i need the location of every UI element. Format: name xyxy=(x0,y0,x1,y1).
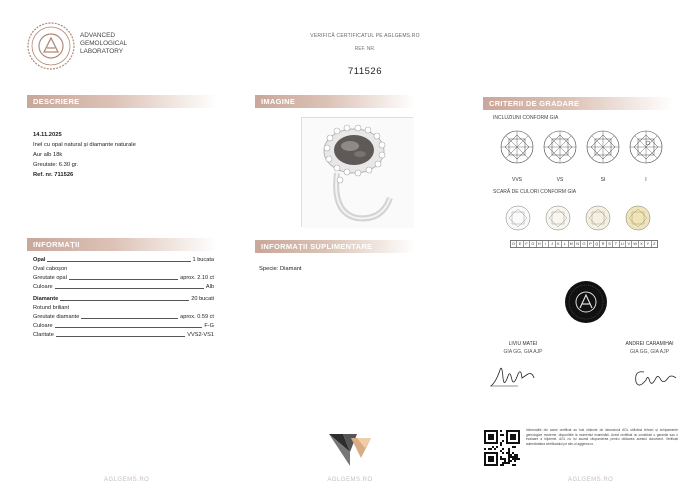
info-diamond-title: Diamante xyxy=(33,296,59,302)
verify-text[interactable]: VERIFICĂ CERTIFICATUL PE AGLGEMS.RO xyxy=(310,33,420,39)
color-scale-cell: F xyxy=(524,241,530,247)
info-opal-cut-row xyxy=(33,266,214,272)
description-line1: Inel cu opal natural și diamante naturale xyxy=(33,142,136,148)
color-scale-cell: Z xyxy=(653,242,656,246)
lab-name: ADVANCED GEMOLOGICAL LABORATORY xyxy=(80,32,128,55)
footer-website-right[interactable]: AGLGEMS.RO xyxy=(568,477,614,483)
color-scale-cell: U xyxy=(620,241,626,247)
description-line2: Aur alb 18k xyxy=(33,152,63,158)
info-opal-title-row xyxy=(33,257,214,263)
color-scale-cell: M xyxy=(569,241,575,247)
description-ref: Ref. nr. 711526 xyxy=(33,172,74,178)
qr-code[interactable] xyxy=(484,430,520,466)
info-diamond-count: 20 bucati xyxy=(191,296,214,302)
color-scale-cell: Y xyxy=(645,241,651,247)
color-scale-cell: G xyxy=(530,241,536,247)
info-diamond-weight-row xyxy=(33,314,214,320)
color-scale-cell: O xyxy=(581,241,587,247)
signature-name-2: ANDREI CARAMIHAI xyxy=(625,341,674,347)
color-scale-cell: X xyxy=(639,241,645,247)
color-scale-cell: N xyxy=(575,241,581,247)
signature-title-1: GIA GG, GIA AJP xyxy=(503,349,543,355)
signature-name-1: LIVIU MATEI xyxy=(508,341,538,347)
color-scale-cell: E xyxy=(517,241,523,247)
info-opal-color-label: Culoare xyxy=(33,284,53,290)
signature-scribble-2 xyxy=(630,362,680,390)
color-scale-cell: W xyxy=(633,242,637,246)
info-opal-weight-row xyxy=(33,275,214,281)
info-opal-color: Alb xyxy=(205,284,214,290)
clarity-label-vs: VS xyxy=(556,177,564,183)
color-scale-title: SCARĂ DE CULORI CONFORM GIA xyxy=(493,189,577,195)
color-scale-cell: T xyxy=(613,241,619,247)
section-imagine: IMAGINE xyxy=(255,95,415,108)
description-block xyxy=(33,130,136,180)
clarity-label-si: SI xyxy=(600,177,606,183)
description-line3: Greutate: 6.30 gr. xyxy=(33,162,79,168)
info-diamond-clarity-label: Claritate xyxy=(33,332,54,338)
info-diamond-color-label: Culoare xyxy=(33,323,53,329)
clarity-label-i: I xyxy=(645,177,647,183)
info-diamond-clarity: VVS2-VS1 xyxy=(187,332,214,338)
color-scale-cell: S xyxy=(607,241,613,247)
info-diamond-clarity-row xyxy=(33,332,214,338)
section-informatii: INFORMAȚII xyxy=(27,238,217,251)
info-diamond-weight-label: Greutate diamante xyxy=(33,314,80,320)
color-scale-cell: H xyxy=(537,241,543,247)
signature-scribble-1 xyxy=(488,360,548,390)
color-scale-cell: L xyxy=(562,241,568,247)
color-scale-cell: I xyxy=(543,241,549,247)
section-descriere: DESCRIERE xyxy=(27,95,217,108)
lab-seal-logo xyxy=(27,22,75,70)
info-opal-count: 1 bucata xyxy=(192,257,214,263)
footer-website-left[interactable]: AGLGEMS.RO xyxy=(104,477,150,483)
ring-image xyxy=(301,117,413,227)
info-opal-weight-label: Greutate opal xyxy=(33,275,67,281)
color-scale-bar xyxy=(510,240,658,248)
clarity-label-vvs: VVS xyxy=(511,177,522,183)
color-scale-cell: R xyxy=(600,241,606,247)
ref-label: REF. NR. xyxy=(354,46,376,52)
supplementary-specie: Specie: Diamant xyxy=(259,266,302,272)
lab-black-seal xyxy=(564,280,608,324)
info-opal-title: Opal xyxy=(33,257,46,263)
info-diamond-cut-row xyxy=(33,305,214,311)
info-opal-weight: aprox. 2.10 ct xyxy=(180,275,214,281)
section-informatii-suplimentare: INFORMAȚII SUPLIMENTARE xyxy=(255,240,415,253)
color-scale-cell: D xyxy=(511,241,517,247)
info-opal-color-row xyxy=(33,284,214,290)
description-date: 14.11.2025 xyxy=(33,132,62,138)
signature-title-2: GIA GG, GIA AJP xyxy=(630,349,669,355)
info-diamond-color: F-G xyxy=(204,323,214,329)
color-scale-cell: P xyxy=(588,241,594,247)
info-opal-cut: Oval caboșon xyxy=(33,266,68,272)
color-scale-cell: J xyxy=(549,241,555,247)
ref-number: 711526 xyxy=(348,66,382,77)
info-diamond-title-row xyxy=(33,296,214,302)
info-diamond-cut: Rotund briliant xyxy=(33,305,70,311)
color-diamonds xyxy=(505,205,665,235)
color-scale-cell: Q xyxy=(594,241,600,247)
color-scale-cell: V xyxy=(626,241,632,247)
legal-notice: Informațiile din acest certificat au fost obținute de laboratorul AGL utilizând tehnici și echipamente gemologice moderne, disponibile la momentul examinării. Acest certificat nu constituie o garanție sau o evaluare a bijuteriei. AGL nu își asumă răspunderea pentru utilizarea acestui document. Verificați autenticitatea certificatului pe site-ul aglgems.ro. xyxy=(526,428,678,446)
clarity-diagrams xyxy=(500,130,675,176)
clarity-title: INCLUZIUNI CONFORM GIA xyxy=(493,115,559,121)
section-criterii: CRITERII DE GRADARE xyxy=(483,97,673,110)
info-diamond-color-row xyxy=(33,323,214,329)
agl-mark-logo xyxy=(327,430,373,470)
color-scale-cell: K xyxy=(556,241,562,247)
footer-website-center[interactable]: AGLGEMS.RO xyxy=(327,477,373,483)
info-diamond-weight: aprox. 0.59 ct xyxy=(180,314,214,320)
